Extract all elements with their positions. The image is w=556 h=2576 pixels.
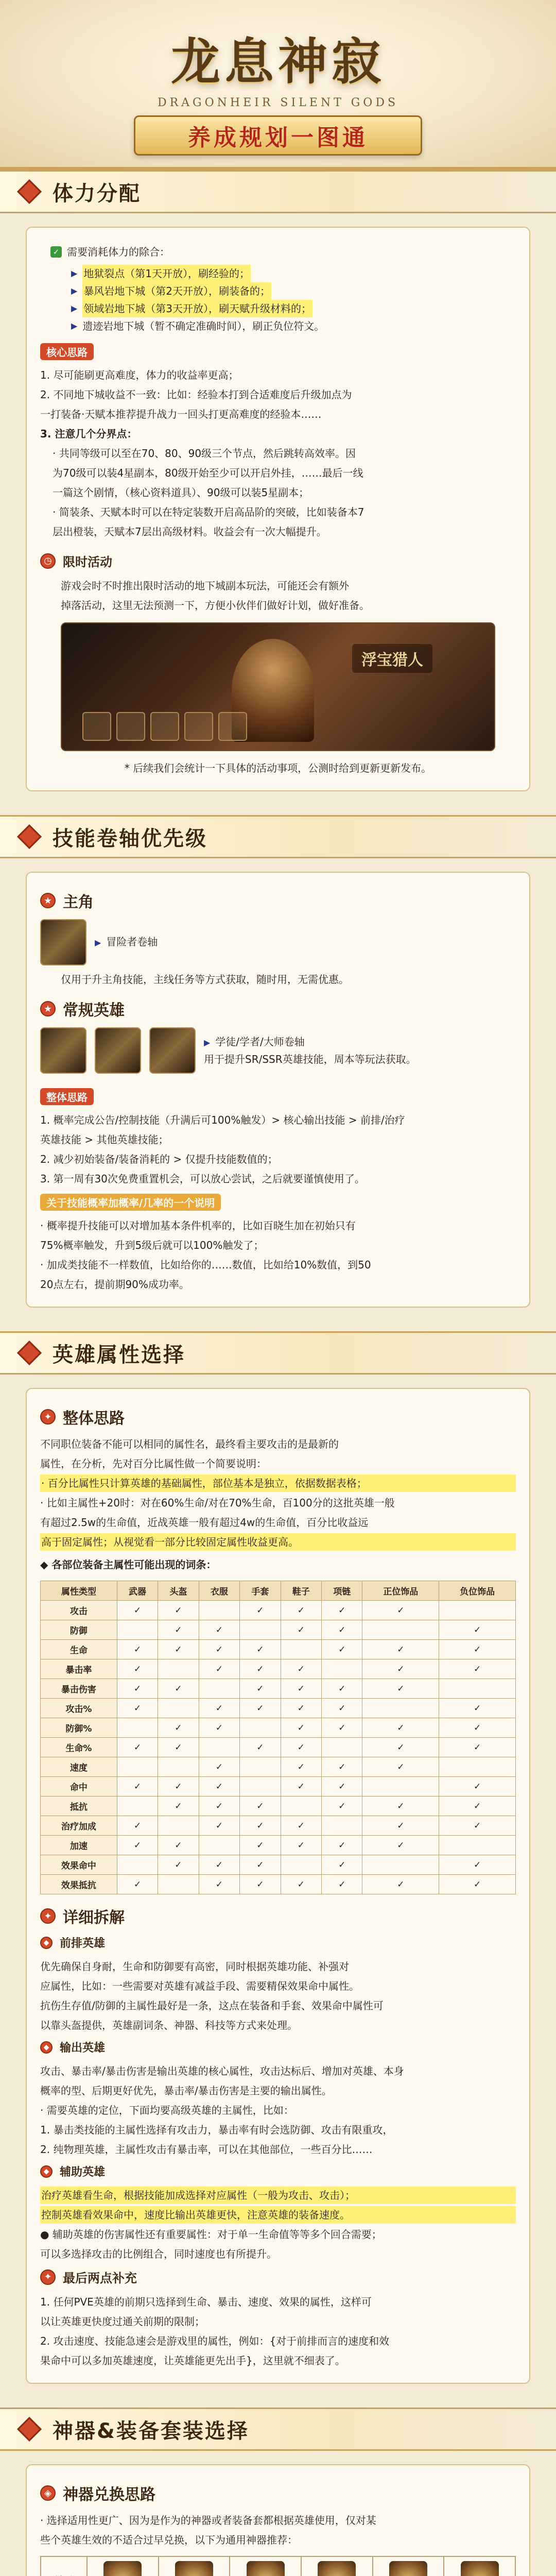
table-cell xyxy=(117,1620,158,1640)
triangle-icon: ▶ xyxy=(71,321,78,331)
common-hero-header: ★ 常规英雄 xyxy=(40,997,516,1020)
whole-idea-header: ✦ 整体思路 xyxy=(40,1405,516,1428)
table-cell xyxy=(199,1836,239,1855)
summary-header: ✦ 最后两点补充 xyxy=(40,2268,516,2286)
table-cell: ✓ xyxy=(240,1875,281,1894)
sword-icon: ◆ xyxy=(40,2041,53,2054)
table-header-cell: 头盔 xyxy=(158,1581,199,1601)
main-hero-header: ★ 主角 xyxy=(40,889,516,912)
limited-event-header: ◷ 限时活动 xyxy=(40,552,516,570)
table-header-cell: 衣服 xyxy=(199,1581,239,1601)
star-icon: ★ xyxy=(40,893,56,908)
table-cell: ✓ xyxy=(439,1659,516,1679)
core-idea-badge: 整体思路 xyxy=(40,1088,94,1105)
section-title: 神器&装备套装选择 xyxy=(53,2419,249,2443)
table-cell: ✓ xyxy=(240,1640,281,1659)
table-cell: ✓ xyxy=(322,1640,362,1659)
table-cell xyxy=(199,1738,239,1757)
table-cell: ✓ xyxy=(117,1816,158,1836)
section-header xyxy=(0,815,556,858)
table-cell: ✓ xyxy=(362,1816,439,1836)
table-row xyxy=(41,1659,516,1679)
shield-icon: ◆ xyxy=(40,1937,53,1949)
table-row xyxy=(41,1836,516,1855)
table-cell xyxy=(158,1816,199,1836)
table-cell: ✓ xyxy=(240,1601,281,1620)
list-item: ▶ 领域岩地下城（第3天开放），刷天赋升级材料的； xyxy=(71,300,516,317)
table-cell: ✓ xyxy=(158,1679,199,1699)
section-hero-attributes xyxy=(0,1331,556,2408)
table-cell: ✓ xyxy=(158,1601,199,1620)
bulb-icon: ✦ xyxy=(40,2269,56,2285)
check-icon: ✓ xyxy=(50,246,62,258)
table-cell xyxy=(439,1601,516,1620)
diamond-icon xyxy=(17,2417,42,2442)
table-row xyxy=(41,1699,516,1718)
item-slot xyxy=(218,712,247,741)
table-cell: ✓ xyxy=(439,1640,516,1659)
table-cell: ✓ xyxy=(158,1777,199,1797)
table-cell: ✓ xyxy=(281,1718,321,1738)
game-logo-subtitle: DRAGONHEIR SILENT GODS xyxy=(157,96,399,109)
support-header: ◆ 辅助英雄 xyxy=(40,2163,516,2179)
table-cell xyxy=(199,1679,239,1699)
table-cell: ✓ xyxy=(117,1836,158,1855)
table-cell: ✓ xyxy=(199,1718,239,1738)
scroll-desc: 用于提升SR/SSR英雄技能，周本等玩法获取。 xyxy=(204,1053,416,1065)
skill-card: ★ 主角 ▶ 冒险者卷轴 仅用于升主角技能，主线任务等方式获取，随时用，无需优惠。 ★ 常规英雄 ▶ 学徒/学者/大师卷轴 用于提升SR/SSR英雄技能，周本等玩法获取。 整体思路 1. 概率完成公告/控制技能（升满后可100%触发）> 核心输出技能 > 前排/治疗 英雄技能 > 其他英雄技能； 2. 减少初始装备/装备消耗的 > 仅提升技能数值的； 3. 第一周有30次免费重置机会，可以放心尝试，之后就要谨慎使用了。 关于技能概率加概率/几率的一个说明 · 概率提升技能可以对增加基本条件机率的，比如百晓生加在初始只有 75%概率触发，升到5级后就可以100%触发了； · 加成类技能不一样数值，比如给你的……数值，比如给10%数值，到50 20点左右，提前期90%成功率。 xyxy=(26,872,530,1308)
table-row xyxy=(41,1738,516,1757)
table-cell: ✓ xyxy=(322,1797,362,1816)
table-cell: ✓ xyxy=(281,1601,321,1620)
table-cell: ✓ xyxy=(362,1659,439,1679)
breakdown-header: ✦ 详细拆解 xyxy=(40,1905,516,1927)
table-cell: ✓ xyxy=(281,1836,321,1855)
table-cell xyxy=(322,1659,362,1679)
header xyxy=(0,0,556,170)
table-cell: ✓ xyxy=(362,1738,439,1757)
table-cell: ✓ xyxy=(199,1757,239,1777)
row-header-cell: 效果命中 xyxy=(41,1855,117,1875)
guard-header: ◆ 前排英雄 xyxy=(40,1935,516,1951)
row-header-cell: 防御 xyxy=(41,1620,117,1640)
table-row xyxy=(41,1777,516,1797)
attribute-table xyxy=(40,1581,516,1894)
table-cell: ✓ xyxy=(158,1718,199,1738)
table-cell: ✓ xyxy=(322,1718,362,1738)
table-header-cell: 手套 xyxy=(240,1581,281,1601)
table-cell xyxy=(240,1757,281,1777)
heart-icon: ◆ xyxy=(40,2165,53,2178)
core-idea-badge: 核心思路 xyxy=(40,343,94,360)
table-row xyxy=(41,1855,516,1875)
list-item: ✓ 需要消耗体力的除合： xyxy=(50,243,516,261)
artifact-icon xyxy=(318,2561,356,2576)
table-cell: ✓ xyxy=(117,1659,158,1679)
table-cell: ✓ xyxy=(199,1640,239,1659)
table-cell: ✓ xyxy=(240,1738,281,1757)
table-cell: ✓ xyxy=(439,1777,516,1797)
table-row xyxy=(41,1679,516,1699)
scroll-name: ▶ 冒险者卷轴 xyxy=(95,936,158,948)
triangle-icon: ▶ xyxy=(71,303,78,313)
table-row xyxy=(41,1718,516,1738)
table-cell: ✓ xyxy=(439,1816,516,1836)
table-cell: ✓ xyxy=(199,1699,239,1718)
clock-icon: ◷ xyxy=(40,553,56,569)
dps-header: ◆ 输出英雄 xyxy=(40,2039,516,2055)
table-header-cell: 鞋子 xyxy=(281,1581,321,1601)
triangle-icon: ▶ xyxy=(71,286,78,296)
table-cell: ✓ xyxy=(322,1855,362,1875)
table-cell: ✓ xyxy=(117,1699,158,1718)
table-cell: ✓ xyxy=(362,1757,439,1777)
row-header-cell: 防御% xyxy=(41,1718,117,1738)
table-cell: ✓ xyxy=(281,1816,321,1836)
table-cell: ✓ xyxy=(117,1738,158,1757)
artifact-cell xyxy=(159,2556,230,2576)
list-item: ▶ 暴风岩地下城（第2天开放），刷装备的； xyxy=(71,282,516,300)
table-cell: ✓ xyxy=(281,1620,321,1640)
row-header-cell: 生命 xyxy=(41,1640,117,1659)
artifact-cell xyxy=(301,2556,373,2576)
table-cell: ✓ xyxy=(199,1855,239,1875)
table-cell: ✓ xyxy=(117,1875,158,1894)
row-header-cell: 加速 xyxy=(41,1836,117,1855)
table-cell xyxy=(322,1816,362,1836)
table-cell: ✓ xyxy=(362,1797,439,1816)
table-row xyxy=(41,1620,516,1640)
table-cell xyxy=(158,1699,199,1718)
table-cell xyxy=(281,1797,321,1816)
table-cell: ✓ xyxy=(281,1757,321,1777)
table-cell: ✓ xyxy=(199,1620,239,1640)
item-slots xyxy=(82,712,247,741)
table-cell: ✓ xyxy=(199,1875,239,1894)
artifact-cell xyxy=(373,2556,444,2576)
rarity-label xyxy=(41,2556,87,2576)
table-cell: ✓ xyxy=(439,1718,516,1738)
table-cell: ✓ xyxy=(199,1797,239,1816)
table-cell: ✓ xyxy=(439,1699,516,1718)
section-header xyxy=(0,170,556,213)
table-cell xyxy=(322,1738,362,1757)
row-header-cell: 攻击% xyxy=(41,1699,117,1718)
table-cell xyxy=(158,1757,199,1777)
table-cell: ✓ xyxy=(439,1620,516,1640)
note-badge: 关于技能概率加概率/几率的一个说明 xyxy=(40,1194,221,1211)
table-cell xyxy=(240,1777,281,1797)
table-cell: ✓ xyxy=(199,1816,239,1836)
table-cell: ✓ xyxy=(439,1855,516,1875)
table-cell xyxy=(158,1875,199,1894)
table-row xyxy=(41,1875,516,1894)
table-cell: ✓ xyxy=(158,1855,199,1875)
table-cell: ✓ xyxy=(117,1679,158,1699)
table-cell: ✓ xyxy=(281,1777,321,1797)
table-cell xyxy=(199,1601,239,1620)
artifact-icon xyxy=(389,2561,427,2576)
table-cell xyxy=(117,1797,158,1816)
row-header-cell: 效果抵抗 xyxy=(41,1875,117,1894)
table-cell xyxy=(362,1777,439,1797)
section-title: 技能卷轴优先级 xyxy=(53,826,207,851)
section-title: 英雄属性选择 xyxy=(53,1343,185,1367)
row-header-cell: 暴击率 xyxy=(41,1659,117,1679)
table-cell: ✓ xyxy=(158,1620,199,1640)
table-cell: ✓ xyxy=(362,1601,439,1620)
item-slot xyxy=(82,712,111,741)
table-cell xyxy=(117,1855,158,1875)
table-cell: ✓ xyxy=(281,1679,321,1699)
scroll-icon xyxy=(40,919,86,965)
table-cell: ✓ xyxy=(322,1699,362,1718)
artifact-icon xyxy=(175,2561,213,2576)
table-cell xyxy=(117,1718,158,1738)
table-caption: ◆ 各部位装备主属性可能出现的词条： xyxy=(40,1558,217,1571)
table-cell: ✓ xyxy=(362,1640,439,1659)
artifact-card: ◈ 神器兑换思路 · 选择适用性更广、因为是作为的神器或者装备套都根据英雄使用，仅对某 些个英雄生效的不适合过早兑换，以下为通用神器推荐： xyxy=(26,2464,530,2576)
table-header-cell: 正位饰品 xyxy=(362,1581,439,1601)
row-header-cell: 生命% xyxy=(41,1738,117,1757)
attribute-card: ✦ 整体思路 不同职位装备不能可以相同的属性名，最终看主要攻击的是最新的 属性，在分析，先对百分比属性做一个简要说明： · 百分比属性只计算英雄的基础属性，部位基本是独立，依据数据表格； · 比如主属性+20时：对在60%生命/对在70%生命，百100分的这批英雄一般 有超过2.5w的生命值，近战英雄一般有超过4w的生命值，百分比收益远 高于固定属性；从视觉看一部分比较固定属性收益更高。 ◆ 各部位装备主属性可能出现的词条： 属性类型 武器 头盔 衣服 手套 鞋子 项链 正位饰品 负位饰品 攻击 ✓ ✓ ✓ ✓ ✓ ✓ 防御 ✓ ✓ ✓ ✓ ✓ 生命 ✓ ✓ ✓ ✓ ✓ ✓ ✓ 暴击率 ✓ ✓ ✓ ✓ ✓ ✓ 暴击伤害 ✓ ✓ ✓ ✓ ✓ ✓ 攻击% ✓ ✓ ✓ ✓ ✓ ✓ 防御% ✓ ✓ ✓ ✓ ✓ ✓ 生命% ✓ ✓ ✓ ✓ ✓ ✓ 速度 ✓ ✓ ✓ ✓ 命中 ✓ ✓ ✓ ✓ ✓ ✓ 抵抗 ✓ ✓ ✓ ✓ ✓ ✓ 治疗加成 ✓ ✓ ✓ ✓ ✓ ✓ 加速 ✓ ✓ ✓ ✓ ✓ ✓ 效果命中 ✓ ✓ ✓ ✓ ✓ 效果抵抗 ✓ ✓ ✓ ✓ ✓ ✓ ✓ ✦ 详细拆解 ◆ 前排英雄 优先确保自身耐，生命和防御要有高密，同时根据英雄功能、补强对 应属性，比如：一些需要对英雄有减益手段、需要精保效果命中属性。 抗伤生存值/防御的主属性最好是一条，这点在装备和手套、效果命中属性可 以靠头盔提供，英雄副词条、神器、科技等方式来处理。 ◆ 输出英雄 攻击、暴击率/暴击伤害是输出英雄的核心属性，攻击达标后、增加对英雄、本身 概率的型、后期更好优先，暴击率/暴击伤害是主要的输出属性。 · 需要英雄的定位，下面均要高级英雄的主属性，比如： 1. 暴击类技能的主属性选择有攻击力，暴击率有时会选防御、攻击有限重攻， 2. 纯物理英雄，主属性攻击有暴击率，可以在其他部位，一些百分比…… ◆ 辅助英雄 治疗英雄看生命，根据技能加成选择对应属性（一般为攻击、攻击）； 控制英雄看效果命中，速度比输出英雄更快，注意英雄的装备速度。 ● 辅助英雄的伤害属性还有重要属性：对于单一生命值等等多个回合需要； 可以多选择攻击的比例组合，同时速度也有所提升。 ✦ 最后两点补充 1. 任何PVE英雄的前期只选择到生命、暴击、速度、效果的属性，这样可 以让英雄更快度过通关前期的限制； 2. 攻击速度、技能急速会是游戏里的属性，例如：{对于前排而言的速度和效 果命中可以多加英雄速度，让英雄能更先出手}，这里就不细表了。 xyxy=(26,1388,530,2384)
table-cell: ✓ xyxy=(362,1718,439,1738)
table-cell: ✓ xyxy=(322,1777,362,1797)
table-cell: ✓ xyxy=(117,1640,158,1659)
table-cell: ✓ xyxy=(158,1738,199,1757)
table-cell: ✓ xyxy=(240,1855,281,1875)
row-header-cell: 命中 xyxy=(41,1777,117,1797)
table-cell: ✓ xyxy=(322,1601,362,1620)
table-cell: ✓ xyxy=(158,1640,199,1659)
diamond-icon xyxy=(17,1341,42,1365)
table-cell: ✓ xyxy=(199,1659,239,1679)
scroll-icon xyxy=(149,1027,196,1074)
table-cell: ✓ xyxy=(240,1797,281,1816)
table-cell: ✓ xyxy=(439,1875,516,1894)
bulb-icon: ✦ xyxy=(40,1908,56,1924)
table-cell: ✓ xyxy=(158,1797,199,1816)
table-cell xyxy=(439,1757,516,1777)
item-slot xyxy=(184,712,213,741)
table-cell xyxy=(362,1699,439,1718)
table-cell: ✓ xyxy=(117,1601,158,1620)
table-cell: ✓ xyxy=(240,1816,281,1836)
event-screenshot xyxy=(61,622,495,751)
table-cell: ✓ xyxy=(199,1777,239,1797)
item-slot xyxy=(150,712,179,741)
table-cell: ✓ xyxy=(362,1836,439,1855)
row-header-cell: 暴击伤害 xyxy=(41,1679,117,1699)
artifact-cell xyxy=(87,2556,159,2576)
star-icon: ★ xyxy=(40,1001,56,1016)
table-cell: ✓ xyxy=(240,1836,281,1855)
table-header-cell: 属性类型 xyxy=(41,1581,117,1601)
artifact-cell xyxy=(230,2556,301,2576)
section-title: 体力分配 xyxy=(53,181,141,206)
game-logo: 龙息神寂 xyxy=(171,32,385,91)
table-cell xyxy=(117,1757,158,1777)
table-cell xyxy=(240,1620,281,1640)
section-header xyxy=(0,1331,556,1375)
table-row xyxy=(41,1797,516,1816)
table-row xyxy=(41,1640,516,1659)
artifact-icon xyxy=(103,2561,142,2576)
table-cell: ✓ xyxy=(322,1836,362,1855)
table-cell: ✓ xyxy=(158,1836,199,1855)
bulb-icon: ✦ xyxy=(40,1409,56,1425)
artifact-cell xyxy=(444,2556,515,2576)
scroll-icon xyxy=(95,1027,141,1074)
diamond-icon xyxy=(17,179,42,204)
table-cell: ✓ xyxy=(322,1875,362,1894)
row-header-cell: 速度 xyxy=(41,1757,117,1777)
table-cell: ✓ xyxy=(240,1679,281,1699)
stamina-card: ✓ 需要消耗体力的除合： ▶ 地狱裂点（第1天开放），刷经验的； ▶ 暴风岩地下城（第2天开放），刷装备的； ▶ 领域岩地下城（第3天开放），刷天赋升级材料的； ▶ 遗迹岩地下城（暂不确定准确时间），刷正负位符文。 核心思路 1. 尽可能刷更高难度，体力的收益率更高； 2. 不同地下城收益不一致：比如：经验本打到合适难度后升级加点为 一打装备·天赋本推荐提升战力一回头打更高难度的经验本…… 3. 注意几个分界点： · 共同等级可以至在70、80、90级三个节点，然后跳转高效率。因 为70级可以装4星副本，80级开始至少可以开启外挂，……最后一线 一篇这个剧情，（核心资料道具）、90级可以装5星副本； · 简装条、天赋本时可以在特定装数开启高品阶的突破，比如装备本7 层出橙装，天赋本7层出高级材料。收益会有一次大幅提升。 ◷ 限时活动 游戏会时不时推出限时活动的地下城副本玩法，可能还会有额外 掉落活动，这里无法预测一下，方便小伙伴们做好计划，做好准备。 浮宝猎人 * 后续我们会统计一下具体的活动事项，公测时给到更新更新发布。 xyxy=(26,227,530,791)
table-cell: ✓ xyxy=(117,1777,158,1797)
table-cell: ✓ xyxy=(322,1757,362,1777)
artifact-grid xyxy=(40,2556,516,2576)
row-header-cell: 抵抗 xyxy=(41,1797,117,1816)
table-cell xyxy=(281,1855,321,1875)
table-cell: ✓ xyxy=(281,1659,321,1679)
section-stamina xyxy=(0,170,556,815)
table-cell: ✓ xyxy=(240,1659,281,1679)
table-cell: ✓ xyxy=(281,1875,321,1894)
table-header-cell: 武器 xyxy=(117,1581,158,1601)
section-header xyxy=(0,2408,556,2451)
table-header-cell: 负位饰品 xyxy=(439,1581,516,1601)
table-header-cell: 项链 xyxy=(322,1581,362,1601)
table-cell: ✓ xyxy=(439,1797,516,1816)
gem-icon: ◈ xyxy=(40,2485,56,2501)
artifact-icon xyxy=(247,2561,285,2576)
table-row xyxy=(41,1601,516,1620)
artifact-exchange-header: ◈ 神器兑换思路 xyxy=(40,2482,516,2504)
list-item: ▶ 遗迹岩地下城（暂不确定准确时间），刷正负位符文。 xyxy=(71,317,516,335)
table-cell xyxy=(240,1718,281,1738)
scroll-name: ▶ 学徒/学者/大师卷轴 xyxy=(204,1036,305,1048)
table-cell xyxy=(439,1679,516,1699)
section-skill-scroll xyxy=(0,815,556,1331)
artifact-icon xyxy=(461,2561,499,2576)
item-slot xyxy=(116,712,145,741)
page-title-banner: 养成规划一图通 xyxy=(134,115,422,156)
list-item: ▶ 地狱裂点（第1天开放），刷经验的； xyxy=(71,265,516,282)
table-cell xyxy=(158,1659,199,1679)
diamond-icon xyxy=(17,824,42,849)
event-name: 浮宝猎人 xyxy=(352,644,432,673)
scroll-icon xyxy=(40,1027,86,1074)
table-row xyxy=(41,1757,516,1777)
table-cell xyxy=(362,1620,439,1640)
section-artifacts xyxy=(0,2408,556,2576)
table-cell: ✓ xyxy=(322,1620,362,1640)
table-row xyxy=(41,1816,516,1836)
triangle-icon: ▶ xyxy=(71,268,78,278)
table-cell: ✓ xyxy=(439,1738,516,1757)
table-cell: ✓ xyxy=(362,1679,439,1699)
table-cell: ✓ xyxy=(281,1699,321,1718)
table-cell: ✓ xyxy=(322,1679,362,1699)
row-header-cell: 治疗加成 xyxy=(41,1816,117,1836)
table-cell: ✓ xyxy=(362,1875,439,1894)
table-cell xyxy=(362,1855,439,1875)
table-cell: ✓ xyxy=(240,1699,281,1718)
table-cell xyxy=(281,1640,321,1659)
row-header-cell: 攻击 xyxy=(41,1601,117,1620)
table-cell xyxy=(439,1836,516,1855)
table-cell: ✓ xyxy=(281,1738,321,1757)
